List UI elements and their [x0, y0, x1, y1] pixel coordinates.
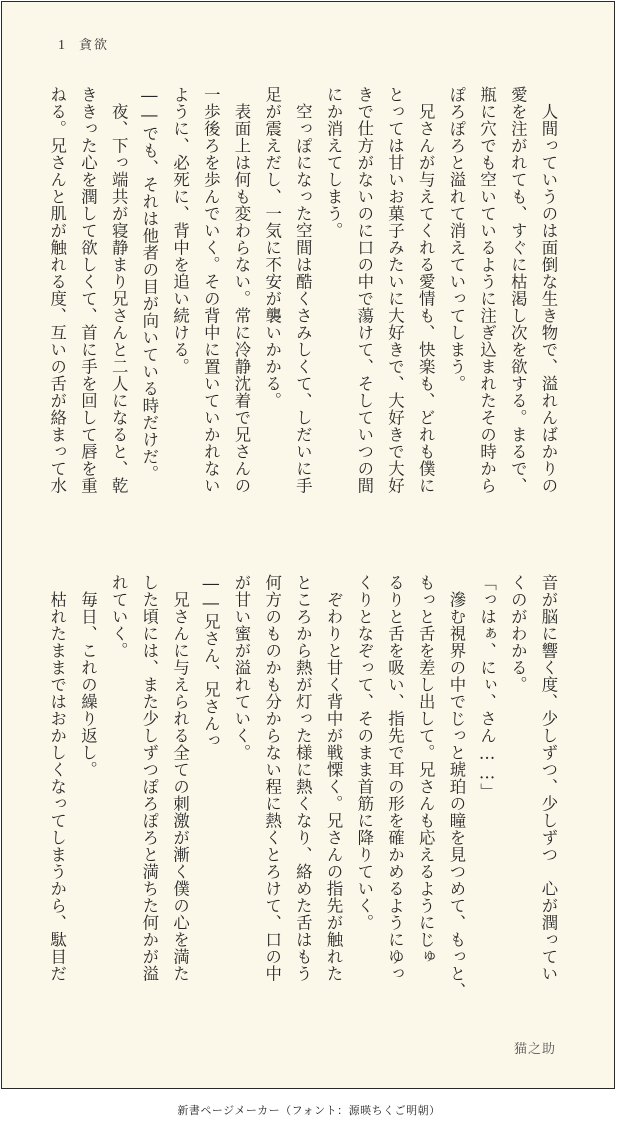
- paragraph: 表面上は何も変わらない。常に冷静沈着で兄さんの 一歩後ろを歩んでいく。その背中に置いていかれない ように、必死に、背中を追い続ける。: [170, 86, 251, 494]
- footer-credit: 新書ページメーカー（フォント：源暎ちくご明朝）: [177, 1104, 441, 1117]
- paragraph: 毎日、これの繰り返し。: [78, 574, 98, 778]
- chapter-title: 貪欲: [79, 38, 110, 53]
- upper-text-block: [47, 86, 563, 528]
- paragraph: 空っぽになった空間は酷くさみしくて、しだいに手 足が震えだし、一気に不安が襲いかかる。: [262, 86, 313, 494]
- paragraph: 枯れたままではおかしくなってしまうから、駄目だ: [47, 574, 67, 982]
- paragraph: 夜、下っ端共が寝静まり兄さんと二人になると、乾 ききった心を潤して欲しくて、首に手を回して唇を重 ねる。兄さんと肌が触れる度、互いの舌が絡まって水: [47, 86, 129, 494]
- author-name: 猫之助: [513, 1042, 556, 1057]
- paragraph: 滲む視界の中でじっと琥珀の瞳を見つめて、もっと、 もっと舌を差し出して。兄さんも応えるようにじゅ るりと舌を吸い、指先で耳の形を確かめるようにゆっ くりとなぞって、そのまま首筋に降りていく。: [354, 574, 466, 999]
- paragraph: 兄さんが与えてくれる愛情も、快楽も、どれも僕に とっては甘いお菓子みたいに大好きで、大好きで大好 きで仕方がないのに口の中で蕩けて、そしていつの間 にか消えてしまう。: [324, 86, 436, 494]
- paragraph: 兄さんに与えられる全ての刺激が漸く僕の心を満た した頃には、また少しずつぽろぽろと満ちた何かが溢 れていく。: [109, 574, 190, 982]
- paragraph: ぞわりと甘く背中が戦慄く。兄さんの指先が触れた ところから熱が灯った様に熱くなり、絡めた舌はもう 何方のものかも分からない程に熱くとろけて、口の中 が甘い蜜が溢れていく。: [231, 574, 344, 982]
- paragraph: 「っはぁ、にぃ、さん……」: [477, 574, 497, 801]
- paragraph: 音が脳に響く度、少しずつ、少しずつ 心が潤ってい くのがわかる。: [508, 574, 558, 982]
- paragraph: ――兄さん、兄さんっ: [201, 574, 221, 750]
- paragraph: 人間っていうのは面倒な生き物で、溢れんばかりの 愛を注がれても、すぐに枯渇し次を欲する。まるで、 瓶に穴でも空いているように注ぎ込まれたその時から ぽろぽろと溢れて消えていってしまう。: [446, 86, 558, 494]
- book-page: [1, 1, 615, 1089]
- chapter-header: [58, 36, 109, 56]
- paragraph: ――でも、それは他者の目が向いている時だけだ。: [139, 86, 159, 483]
- lower-text-block: [47, 574, 563, 1016]
- chapter-number: 1: [58, 38, 65, 53]
